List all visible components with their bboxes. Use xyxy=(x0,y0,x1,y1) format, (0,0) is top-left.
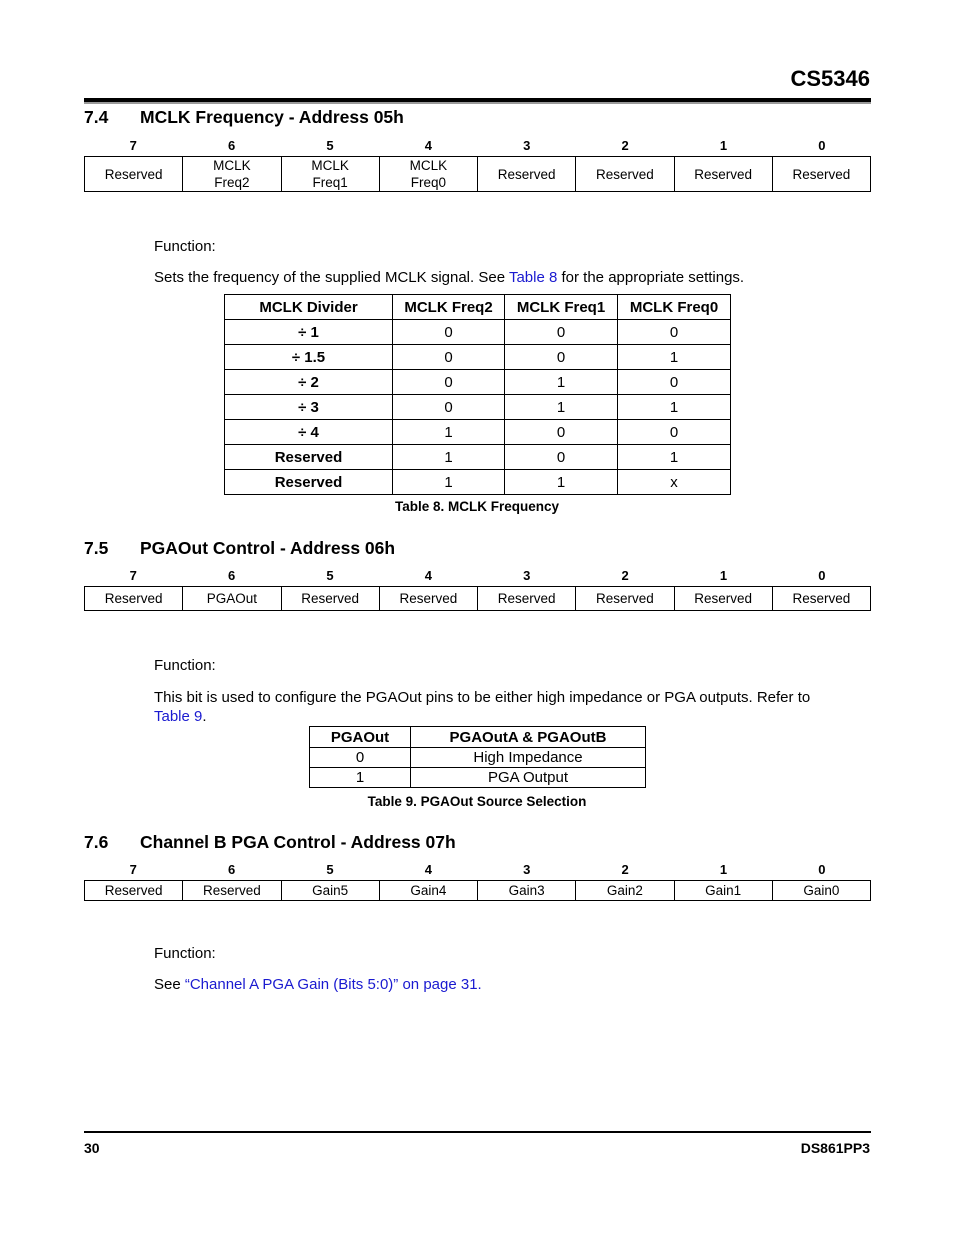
function-description: Sets the frequency of the supplied MCLK signal. See Table 8 for the appropriate settings. xyxy=(154,269,745,286)
register-bit-cell: Reserved xyxy=(478,157,576,192)
bit-number: 7 xyxy=(129,138,137,153)
register-bit-cell: Reserved xyxy=(674,157,772,192)
bit-number: 1 xyxy=(719,138,728,153)
table-row: ÷ 1 0 0 0 xyxy=(225,320,731,345)
bit-number: 3 xyxy=(523,138,531,153)
column-header: MCLK Freq1 xyxy=(505,295,618,320)
column-header: MCLK Divider xyxy=(225,295,393,320)
function-description: See “Channel A PGA Gain (Bits 5:0)” on page 31. xyxy=(154,976,482,993)
register-bit-cell: Gain1 xyxy=(674,881,772,901)
register-bit-cell: Reserved xyxy=(85,157,183,192)
bit-number: 5 xyxy=(326,138,334,153)
document-title: CS5346 xyxy=(790,66,870,91)
register-map-05h xyxy=(84,156,871,192)
table-caption: Table 9. PGAOut Source Selection xyxy=(367,794,587,809)
bit-number-row xyxy=(84,568,871,583)
register-bit-cell: Gain5 xyxy=(281,881,379,901)
register-bit-cell: Reserved xyxy=(772,157,870,192)
column-header: MCLK Freq0 xyxy=(618,295,731,320)
register-bit-cell: Gain4 xyxy=(379,881,477,901)
register-bit-cell: Gain0 xyxy=(772,881,870,901)
function-label: Function: xyxy=(154,945,216,962)
register-bit-cell: Gain2 xyxy=(576,881,674,901)
bit-number-row xyxy=(84,138,871,153)
table-9-link[interactable]: Table 9 xyxy=(154,708,203,725)
bit-number: 2 xyxy=(621,568,629,583)
register-bit-cell: Reserved xyxy=(576,587,674,611)
bit-number: 0 xyxy=(818,862,826,877)
table-row: ÷ 3 0 1 1 xyxy=(225,395,731,420)
bit-number: 1 xyxy=(719,568,728,583)
bit-number: 6 xyxy=(227,862,236,877)
section-number: 7.5 xyxy=(84,538,109,558)
section-title: PGAOut Control - Address 06h xyxy=(140,538,396,558)
register-bit-cell: Reserved xyxy=(674,587,772,611)
bit-number: 3 xyxy=(523,568,531,583)
table-row: ÷ 4 1 0 0 xyxy=(225,420,731,445)
channel-a-pga-gain-link[interactable]: “Channel A PGA Gain (Bits 5:0)” on page 31. xyxy=(184,976,482,993)
table-row: ÷ 1.5 0 0 1 xyxy=(225,345,731,370)
mclk-frequency-table xyxy=(224,294,731,495)
section-heading-7-5 xyxy=(84,538,395,559)
table-row: Reserved 1 0 1 xyxy=(225,445,731,470)
bit-number: 4 xyxy=(424,862,432,877)
register-bit-cell: Reserved xyxy=(85,881,183,901)
bit-number: 0 xyxy=(818,138,826,153)
bit-number: 6 xyxy=(227,568,236,583)
bit-number: 6 xyxy=(227,138,236,153)
page-number: 30 xyxy=(84,1140,100,1156)
section-title: MCLK Frequency - Address 05h xyxy=(140,107,404,127)
bit-number-row xyxy=(84,862,871,877)
bit-number: 5 xyxy=(326,862,334,877)
section-heading-7-4 xyxy=(84,107,404,128)
bit-number: 1 xyxy=(719,862,728,877)
table-row: 1 PGA Output xyxy=(310,768,646,788)
function-description: This bit is used to configure the PGAOut pins to be either high impedance or PGA outputs. Refer to Table 9. xyxy=(154,689,811,725)
section-title: Channel B PGA Control - Address 07h xyxy=(140,832,456,852)
register-bit-cell: MCLK Freq1 xyxy=(281,157,379,192)
bit-number: 4 xyxy=(424,568,432,583)
register-bit-cell: Reserved xyxy=(379,587,477,611)
document-id: DS861PP3 xyxy=(800,1140,870,1156)
bit-number: 5 xyxy=(326,568,334,583)
register-bit-cell: MCLK Freq2 xyxy=(183,157,281,192)
table-caption: Table 8. MCLK Frequency xyxy=(394,499,560,514)
register-map-07h xyxy=(84,880,871,901)
table-header-row xyxy=(225,295,731,320)
pgaout-source-table xyxy=(309,726,646,788)
table-8-link[interactable]: Table 8 xyxy=(508,269,558,286)
register-bit-cell: Reserved xyxy=(183,881,281,901)
register-bit-cell: Reserved xyxy=(576,157,674,192)
function-label: Function: xyxy=(154,238,216,255)
column-header: PGAOutA & PGAOutB xyxy=(411,727,646,748)
table-row: Reserved 1 1 x xyxy=(225,470,731,495)
section-number: 7.4 xyxy=(84,107,109,127)
register-bit-cell: Reserved xyxy=(772,587,870,611)
register-bit-cell: PGAOut xyxy=(183,587,281,611)
footer-rule xyxy=(84,1131,871,1133)
bit-number: 2 xyxy=(621,138,629,153)
register-map-06h xyxy=(84,586,871,611)
bit-number: 4 xyxy=(424,138,432,153)
bit-number: 2 xyxy=(621,862,629,877)
bit-number: 7 xyxy=(129,862,137,877)
section-number: 7.6 xyxy=(84,832,109,852)
table-row: ÷ 2 0 1 0 xyxy=(225,370,731,395)
bit-number: 7 xyxy=(129,568,137,583)
column-header: PGAOut xyxy=(310,727,411,748)
register-bit-cell: Reserved xyxy=(478,587,576,611)
register-bit-cell: Reserved xyxy=(85,587,183,611)
bit-number: 0 xyxy=(818,568,826,583)
register-bit-cell: Reserved xyxy=(281,587,379,611)
table-row: 0 High Impedance xyxy=(310,748,646,768)
register-bit-cell: MCLK Freq0 xyxy=(379,157,477,192)
table-header-row xyxy=(310,727,646,748)
section-heading-7-6 xyxy=(84,832,456,853)
column-header: MCLK Freq2 xyxy=(393,295,505,320)
bit-number: 3 xyxy=(523,862,531,877)
header-rule xyxy=(84,98,871,104)
register-bit-cell: Gain3 xyxy=(478,881,576,901)
function-label: Function: xyxy=(154,657,216,674)
